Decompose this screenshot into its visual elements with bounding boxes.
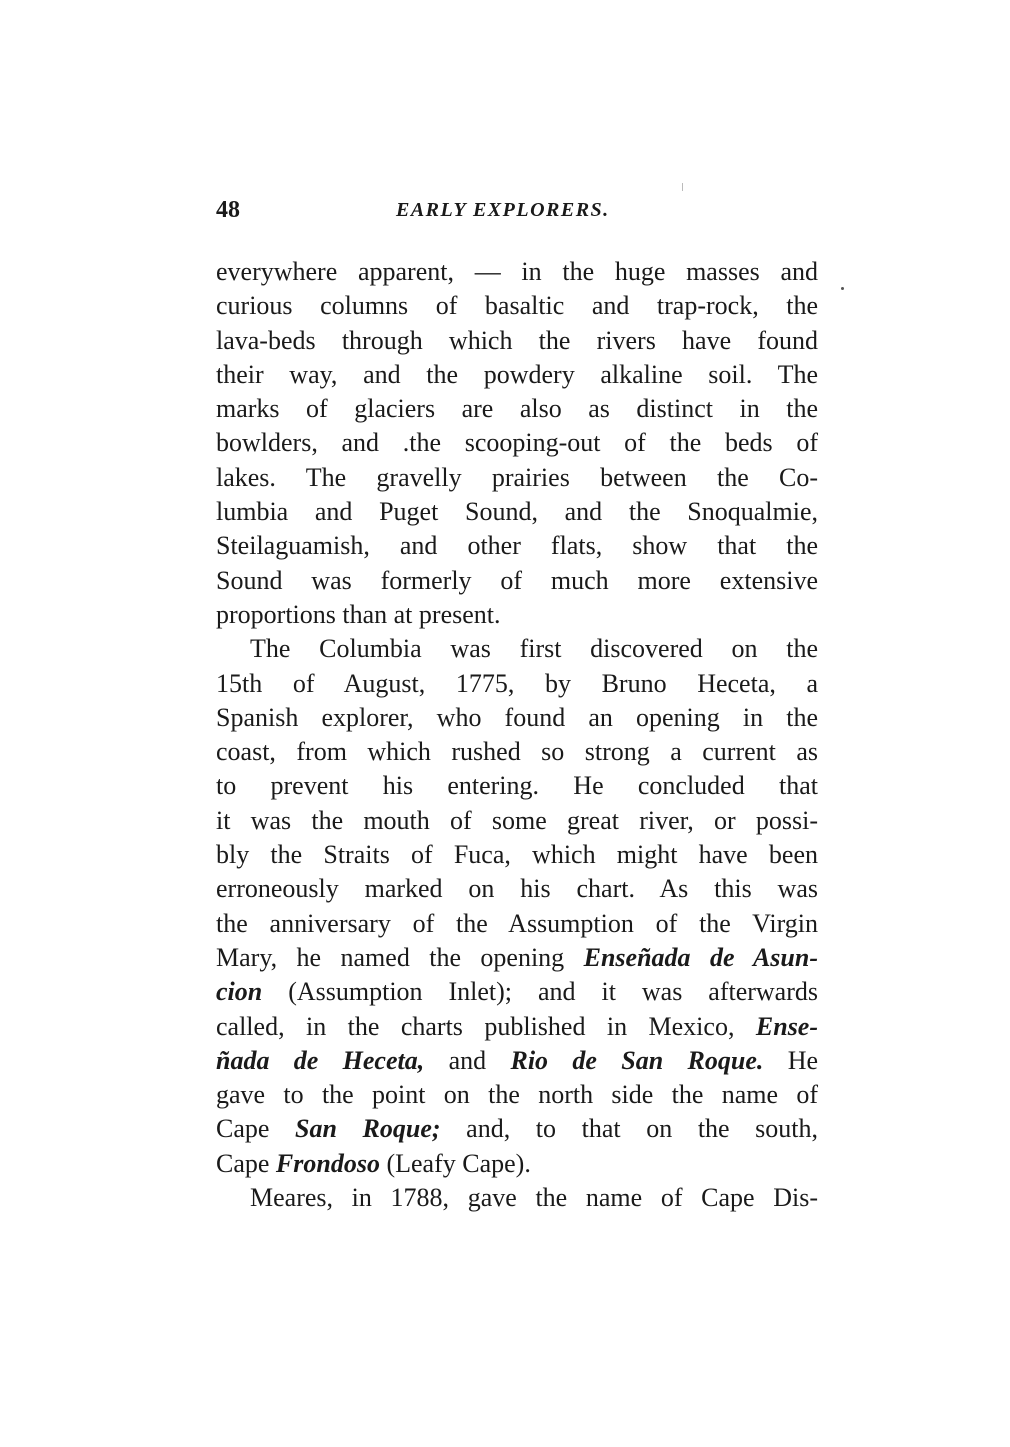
text-line: lakes. The gravelly prairies between the Co-	[216, 462, 818, 492]
text-fragment: called, in the charts published in Mexico,	[216, 1011, 735, 1041]
running-title: EARLY EXPLORERS.	[396, 199, 610, 221]
text-line: everywhere apparent, — in the huge masses and	[216, 257, 818, 286]
text-line: bly the Straits of Fuca, which might have been	[216, 840, 818, 870]
text-fragment: (Leafy Cape).	[386, 1148, 531, 1178]
italic-term: Ense-	[755, 1011, 819, 1041]
body-text	[216, 255, 818, 1215]
text-line: gave to the point on the north side the name of	[216, 1080, 818, 1110]
scan-mark	[682, 183, 683, 191]
running-head	[216, 196, 818, 224]
text-line: Spanish explorer, who found an opening in the	[216, 702, 818, 732]
text-fragment: Cape	[216, 1148, 270, 1178]
text-line: erroneously marked on his chart. As this was	[216, 874, 818, 904]
text-line	[216, 975, 818, 1009]
page-number: 48	[216, 197, 240, 223]
text-line: Steilaguamish, and other flats, show that the	[216, 531, 818, 561]
text-line: proportions than at present.	[216, 599, 501, 629]
text-fragment: (Assumption Inlet); and it was afterwards	[288, 977, 818, 1007]
text-line: marks of glaciers are also as distinct in the	[216, 394, 818, 424]
text-line	[216, 1147, 818, 1181]
text-line: Meares, in 1788, gave the name of Cape Dis-	[250, 1183, 818, 1213]
text-line: curious columns of basaltic and trap-rock, the	[216, 291, 818, 321]
italic-term: Frondoso	[275, 1148, 380, 1178]
text-line: to prevent his entering. He concluded that	[216, 771, 818, 801]
text-line: coast, from which rushed so strong a current as	[216, 737, 818, 767]
text-fragment: and	[448, 1045, 487, 1075]
italic-term: cion	[216, 977, 263, 1007]
text-line	[216, 1010, 818, 1044]
italic-term: ñada de Heceta,	[216, 1045, 425, 1075]
italic-term: San Roque;	[295, 1114, 441, 1144]
text-line: their way, and the powdery alkaline soil. The	[216, 359, 818, 389]
text-line: 15th of August, 1775, by Bruno Heceta, a	[216, 668, 818, 698]
text-fragment: Mary, he named the opening	[216, 942, 565, 972]
italic-term: Rio de San Roque.	[510, 1045, 764, 1075]
text-line	[216, 941, 818, 975]
text-fragment: He	[787, 1045, 819, 1075]
italic-term: Enseñada de Asun-	[583, 942, 818, 972]
text-line: bowlders, and .the scooping-out of the beds of	[216, 428, 818, 458]
text-line: lumbia and Puget Sound, and the Snoqualmie,	[216, 497, 818, 527]
text-fragment: and, to that on the south,	[466, 1114, 819, 1144]
text-line	[216, 1112, 818, 1146]
text-fragment: Cape	[216, 1114, 270, 1144]
text-line: it was the mouth of some great river, or possi-	[216, 805, 818, 835]
text-line: Sound was formerly of much more extensive	[216, 565, 818, 595]
text-line: the anniversary of the Assumption of the Virgin	[216, 908, 818, 938]
text-line: The Columbia was first discovered on the	[250, 634, 818, 664]
text-line: lava-beds through which the rivers have found	[216, 325, 818, 355]
text-line	[216, 1044, 818, 1078]
margin-speck	[841, 287, 844, 290]
